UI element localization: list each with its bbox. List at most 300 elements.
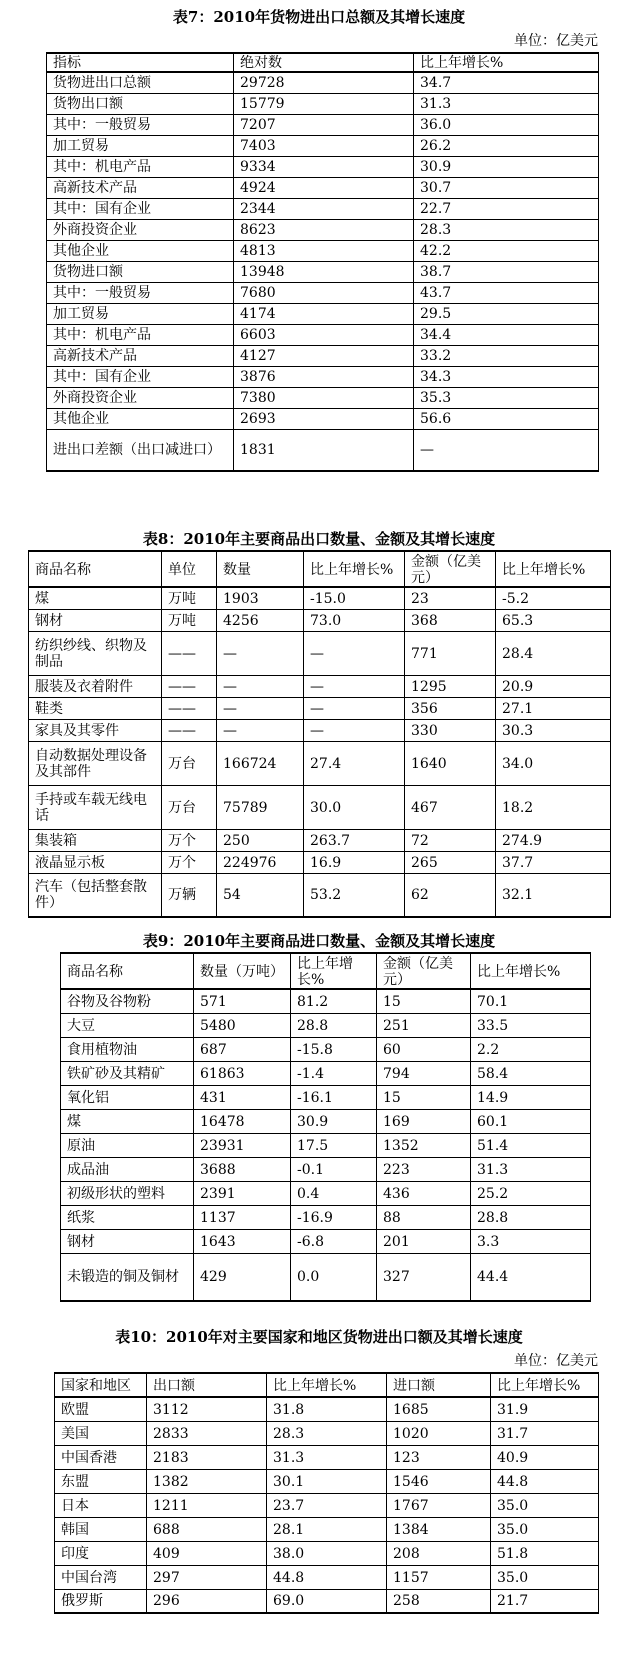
- t10-cell: 1685: [387, 1397, 491, 1421]
- t8-cell: 330: [405, 719, 496, 741]
- t9-header-cell: 数量（万吨）: [194, 953, 291, 989]
- t9-cell: 初级形状的塑料: [61, 1181, 194, 1205]
- t9-cell: 15: [377, 989, 471, 1013]
- t10-cell: 1767: [387, 1493, 491, 1517]
- t8-cell: 32.1: [496, 873, 611, 917]
- t10-cell: 23.7: [267, 1493, 387, 1517]
- t8-cell: -5.2: [496, 587, 611, 609]
- table9: [60, 952, 591, 1302]
- t8-cell: 1295: [405, 675, 496, 697]
- t7-cell: 30.7: [414, 177, 599, 198]
- t8-cell: 356: [405, 697, 496, 719]
- t9-row: [61, 1205, 591, 1229]
- t9-cell: 大豆: [61, 1013, 194, 1037]
- t8-cell: 1903: [217, 587, 304, 609]
- t7-cell: 34.7: [414, 72, 599, 93]
- t10-cell: 1157: [387, 1565, 491, 1589]
- t8-cell: 万个: [162, 851, 217, 873]
- t9-cell: 原油: [61, 1133, 194, 1157]
- t7-cell: 30.9: [414, 156, 599, 177]
- t8-cell: 万辆: [162, 873, 217, 917]
- t8-row: [29, 609, 611, 631]
- t10-row: [55, 1397, 599, 1421]
- t10-header-cell: 比上年增长%: [267, 1373, 387, 1397]
- t9-cell: 429: [194, 1253, 291, 1301]
- t8-cell: 16.9: [304, 851, 405, 873]
- table10: [54, 1372, 599, 1614]
- t8-cell: —: [217, 675, 304, 697]
- t8-cell: -15.0: [304, 587, 405, 609]
- t7-row: [47, 429, 599, 471]
- t9-cell: 铁矿砂及其精矿: [61, 1061, 194, 1085]
- t9-cell: 571: [194, 989, 291, 1013]
- t8-cell: 274.9: [496, 829, 611, 851]
- t7-cell: 其中：国有企业: [47, 366, 234, 387]
- t8-row: [29, 873, 611, 917]
- t9-cell: 169: [377, 1109, 471, 1133]
- t8-cell: 纺织纱线、织物及制品: [29, 631, 162, 675]
- t8-cell: 万个: [162, 829, 217, 851]
- t8-cell: 73.0: [304, 609, 405, 631]
- t7-cell: 其中：一般贸易: [47, 282, 234, 303]
- t9-cell: 17.5: [291, 1133, 377, 1157]
- t8-cell: 30.3: [496, 719, 611, 741]
- t7-cell: 其他企业: [47, 240, 234, 261]
- t8-cell: 集装箱: [29, 829, 162, 851]
- t10-cell: 31.3: [267, 1445, 387, 1469]
- t8-cell: —: [304, 631, 405, 675]
- t8-cell: 224976: [217, 851, 304, 873]
- t9-cell: 33.5: [471, 1013, 591, 1037]
- t10-cell: 28.3: [267, 1421, 387, 1445]
- t8-cell: 手持或车载无线电话: [29, 785, 162, 829]
- t9-header-cell: 金额（亿美元）: [377, 953, 471, 989]
- t10-cell: 258: [387, 1589, 491, 1613]
- t8-header-cell: 比上年增长%: [496, 551, 611, 587]
- table8-title: 表8：2010年主要商品出口数量、金额及其增长速度: [142, 530, 496, 548]
- t8-cell: —: [217, 631, 304, 675]
- t8-cell: 37.7: [496, 851, 611, 873]
- t10-cell: 688: [147, 1517, 267, 1541]
- t7-cell: 外商投资企业: [47, 387, 234, 408]
- t8-cell: 30.0: [304, 785, 405, 829]
- t7-cell: 4813: [234, 240, 414, 261]
- t7-cell: 15779: [234, 93, 414, 114]
- t9-cell: 15: [377, 1085, 471, 1109]
- t9-cell: -1.4: [291, 1061, 377, 1085]
- t7-cell: 其中：国有企业: [47, 198, 234, 219]
- t10-cell: 297: [147, 1565, 267, 1589]
- t8-cell: 钢材: [29, 609, 162, 631]
- t8-cell: 汽车（包括整套散件）: [29, 873, 162, 917]
- t8-row: [29, 587, 611, 609]
- t7-cell: 7680: [234, 282, 414, 303]
- t10-cell: 2183: [147, 1445, 267, 1469]
- t9-cell: 25.2: [471, 1181, 591, 1205]
- t10-cell: 东盟: [55, 1469, 147, 1493]
- t7-row: [47, 366, 599, 387]
- t9-cell: 251: [377, 1013, 471, 1037]
- t9-cell: 煤: [61, 1109, 194, 1133]
- t7-cell: 其中：一般贸易: [47, 114, 234, 135]
- t8-cell: 27.4: [304, 741, 405, 785]
- t10-cell: 35.0: [491, 1517, 599, 1541]
- t9-cell: 61863: [194, 1061, 291, 1085]
- t7-cell: 7403: [234, 135, 414, 156]
- t10-cell: 欧盟: [55, 1397, 147, 1421]
- t7-cell: 13948: [234, 261, 414, 282]
- t9-header-cell: 比上年增长%: [471, 953, 591, 989]
- t8-cell: 72: [405, 829, 496, 851]
- t7-cell: 9334: [234, 156, 414, 177]
- t8-cell: 34.0: [496, 741, 611, 785]
- t9-cell: 16478: [194, 1109, 291, 1133]
- t7-cell: 7207: [234, 114, 414, 135]
- t7-cell: 4924: [234, 177, 414, 198]
- t8-cell: 263.7: [304, 829, 405, 851]
- t9-cell: 食用植物油: [61, 1037, 194, 1061]
- table7-section: [0, 0, 638, 510]
- t10-cell: 208: [387, 1541, 491, 1565]
- t7-cell: 8623: [234, 219, 414, 240]
- t9-cell: 23931: [194, 1133, 291, 1157]
- t8-cell: ——: [162, 631, 217, 675]
- t9-header-row: [61, 953, 591, 989]
- t7-header-cell: 绝对数: [234, 53, 414, 72]
- t8-cell: —: [304, 719, 405, 741]
- table10-unit: 单位：亿美元: [514, 1353, 598, 1369]
- t8-cell: 53.2: [304, 873, 405, 917]
- table7-title: 表7：2010年货物进出口总额及其增长速度: [172, 8, 466, 26]
- t7-cell: 36.0: [414, 114, 599, 135]
- table9-title: 表9：2010年主要商品进口数量、金额及其增长速度: [142, 932, 496, 950]
- t8-cell: ——: [162, 697, 217, 719]
- table10-section: [0, 1290, 638, 1674]
- t10-cell: 日本: [55, 1493, 147, 1517]
- t10-header-cell: 国家和地区: [55, 1373, 147, 1397]
- t10-cell: 31.9: [491, 1397, 599, 1421]
- t7-row: [47, 156, 599, 177]
- t8-row: [29, 785, 611, 829]
- t10-cell: 44.8: [267, 1565, 387, 1589]
- t10-row: [55, 1421, 599, 1445]
- t7-row: [47, 93, 599, 114]
- t7-header-cell: 比上年增长%: [414, 53, 599, 72]
- t8-header-cell: 商品名称: [29, 551, 162, 587]
- t9-cell: 201: [377, 1229, 471, 1253]
- t7-cell: 外商投资企业: [47, 219, 234, 240]
- t9-cell: 未锻造的铜及铜材: [61, 1253, 194, 1301]
- t9-row: [61, 1061, 591, 1085]
- t9-row: [61, 1013, 591, 1037]
- t9-cell: 氧化铝: [61, 1085, 194, 1109]
- t10-cell: 印度: [55, 1541, 147, 1565]
- t9-cell: -6.8: [291, 1229, 377, 1253]
- t8-cell: 62: [405, 873, 496, 917]
- t7-cell: 货物进出口总额: [47, 72, 234, 93]
- t9-cell: 1352: [377, 1133, 471, 1157]
- t9-cell: 60.1: [471, 1109, 591, 1133]
- t9-cell: 5480: [194, 1013, 291, 1037]
- t9-header-cell: 商品名称: [61, 953, 194, 989]
- t9-row: [61, 1181, 591, 1205]
- t8-cell: 28.4: [496, 631, 611, 675]
- t10-row: [55, 1493, 599, 1517]
- t9-cell: 2391: [194, 1181, 291, 1205]
- t7-row: [47, 261, 599, 282]
- t7-cell: 38.7: [414, 261, 599, 282]
- t9-cell: 3688: [194, 1157, 291, 1181]
- table9-section: [0, 920, 638, 1290]
- t7-cell: 7380: [234, 387, 414, 408]
- t8-cell: 20.9: [496, 675, 611, 697]
- t10-cell: 69.0: [267, 1589, 387, 1613]
- t7-row: [47, 345, 599, 366]
- t9-cell: 31.3: [471, 1157, 591, 1181]
- t8-cell: 65.3: [496, 609, 611, 631]
- t9-row: [61, 1109, 591, 1133]
- t7-cell: —: [414, 429, 599, 471]
- t7-row: [47, 177, 599, 198]
- t10-cell: 美国: [55, 1421, 147, 1445]
- t9-cell: 81.2: [291, 989, 377, 1013]
- t10-cell: 21.7: [491, 1589, 599, 1613]
- t10-cell: 123: [387, 1445, 491, 1469]
- t7-row: [47, 114, 599, 135]
- t9-cell: 44.4: [471, 1253, 591, 1301]
- t9-cell: 14.9: [471, 1085, 591, 1109]
- t8-cell: ——: [162, 675, 217, 697]
- t9-cell: 223: [377, 1157, 471, 1181]
- t8-cell: —: [217, 697, 304, 719]
- t8-row: [29, 741, 611, 785]
- t10-cell: 296: [147, 1589, 267, 1613]
- t8-cell: 1640: [405, 741, 496, 785]
- t9-cell: -15.8: [291, 1037, 377, 1061]
- t9-cell: 谷物及谷物粉: [61, 989, 194, 1013]
- t8-cell: 服装及衣着附件: [29, 675, 162, 697]
- t7-cell: 6603: [234, 324, 414, 345]
- t9-cell: 0.0: [291, 1253, 377, 1301]
- t10-cell: 28.1: [267, 1517, 387, 1541]
- t7-row: [47, 324, 599, 345]
- t8-cell: —: [217, 719, 304, 741]
- table7-unit: 单位：亿美元: [514, 33, 598, 49]
- t10-row: [55, 1469, 599, 1493]
- t8-row: [29, 829, 611, 851]
- t7-cell: 42.2: [414, 240, 599, 261]
- t8-cell: 27.1: [496, 697, 611, 719]
- t9-cell: 88: [377, 1205, 471, 1229]
- t10-cell: 35.0: [491, 1565, 599, 1589]
- table8: [28, 550, 611, 918]
- t8-cell: 万台: [162, 741, 217, 785]
- t8-row: [29, 851, 611, 873]
- t9-cell: -0.1: [291, 1157, 377, 1181]
- t10-cell: 51.8: [491, 1541, 599, 1565]
- t7-row: [47, 240, 599, 261]
- t9-row: [61, 989, 591, 1013]
- t9-cell: 3.3: [471, 1229, 591, 1253]
- t7-cell: 高新技术产品: [47, 345, 234, 366]
- t8-cell: 液晶显示板: [29, 851, 162, 873]
- t7-cell: 1831: [234, 429, 414, 471]
- t7-cell: 其他企业: [47, 408, 234, 429]
- t9-cell: 51.4: [471, 1133, 591, 1157]
- t7-cell: 3876: [234, 366, 414, 387]
- t7-cell: 加工贸易: [47, 303, 234, 324]
- t8-cell: 265: [405, 851, 496, 873]
- t7-cell: 高新技术产品: [47, 177, 234, 198]
- t9-cell: 60: [377, 1037, 471, 1061]
- t10-cell: 1020: [387, 1421, 491, 1445]
- t10-header-cell: 进口额: [387, 1373, 491, 1397]
- t7-row: [47, 219, 599, 240]
- t9-cell: 687: [194, 1037, 291, 1061]
- t7-row: [47, 282, 599, 303]
- t10-cell: 1382: [147, 1469, 267, 1493]
- t9-cell: -16.9: [291, 1205, 377, 1229]
- t7-cell: 56.6: [414, 408, 599, 429]
- t10-cell: 俄罗斯: [55, 1589, 147, 1613]
- table10-title: 表10：2010年对主要国家和地区货物进出口额及其增长速度: [115, 1328, 523, 1346]
- t9-cell: 70.1: [471, 989, 591, 1013]
- t7-row: [47, 135, 599, 156]
- t9-cell: 0.4: [291, 1181, 377, 1205]
- t9-cell: 成品油: [61, 1157, 194, 1181]
- t8-row: [29, 719, 611, 741]
- t9-cell: 2.2: [471, 1037, 591, 1061]
- t10-row: [55, 1445, 599, 1469]
- t8-header-cell: 数量: [217, 551, 304, 587]
- t8-header-cell: 单位: [162, 551, 217, 587]
- t7-cell: 33.2: [414, 345, 599, 366]
- t7-header-row: [47, 53, 599, 72]
- t9-cell: 28.8: [471, 1205, 591, 1229]
- t7-row: [47, 387, 599, 408]
- t9-cell: 327: [377, 1253, 471, 1301]
- t10-header-cell: 出口额: [147, 1373, 267, 1397]
- t9-row: [61, 1085, 591, 1109]
- t7-header-cell: 指标: [47, 53, 234, 72]
- t8-header-cell: 比上年增长%: [304, 551, 405, 587]
- t10-cell: 1384: [387, 1517, 491, 1541]
- t9-cell: 纸浆: [61, 1205, 194, 1229]
- t7-row: [47, 408, 599, 429]
- t8-cell: 166724: [217, 741, 304, 785]
- table7: [46, 52, 599, 472]
- t9-row: [61, 1037, 591, 1061]
- t8-cell: 4256: [217, 609, 304, 631]
- t9-cell: 28.8: [291, 1013, 377, 1037]
- t9-row: [61, 1157, 591, 1181]
- t10-cell: 409: [147, 1541, 267, 1565]
- t8-cell: 万吨: [162, 587, 217, 609]
- t7-cell: 加工贸易: [47, 135, 234, 156]
- t8-cell: 467: [405, 785, 496, 829]
- t7-row: [47, 303, 599, 324]
- t7-cell: 货物出口额: [47, 93, 234, 114]
- t7-cell: 其中：机电产品: [47, 324, 234, 345]
- t8-cell: 368: [405, 609, 496, 631]
- t10-row: [55, 1517, 599, 1541]
- t8-row: [29, 675, 611, 697]
- t9-cell: 794: [377, 1061, 471, 1085]
- t9-cell: 1137: [194, 1205, 291, 1229]
- t10-row: [55, 1565, 599, 1589]
- t8-row: [29, 697, 611, 719]
- t9-cell: 58.4: [471, 1061, 591, 1085]
- t10-cell: 38.0: [267, 1541, 387, 1565]
- t9-cell: 436: [377, 1181, 471, 1205]
- t10-header-cell: 比上年增长%: [491, 1373, 599, 1397]
- t7-cell: 货物进口额: [47, 261, 234, 282]
- t8-cell: 鞋类: [29, 697, 162, 719]
- t10-cell: 30.1: [267, 1469, 387, 1493]
- t10-cell: 31.7: [491, 1421, 599, 1445]
- t7-cell: 29728: [234, 72, 414, 93]
- t9-row: [61, 1133, 591, 1157]
- t10-cell: 3112: [147, 1397, 267, 1421]
- t8-cell: 250: [217, 829, 304, 851]
- t10-cell: 40.9: [491, 1445, 599, 1469]
- t10-cell: 31.8: [267, 1397, 387, 1421]
- t8-cell: 自动数据处理设备及其部件: [29, 741, 162, 785]
- table8-section: [0, 510, 638, 920]
- t7-cell: 26.2: [414, 135, 599, 156]
- t9-cell: 431: [194, 1085, 291, 1109]
- t9-cell: 钢材: [61, 1229, 194, 1253]
- t7-cell: 28.3: [414, 219, 599, 240]
- t10-cell: 中国台湾: [55, 1565, 147, 1589]
- t9-row: [61, 1229, 591, 1253]
- t8-cell: 家具及其零件: [29, 719, 162, 741]
- t10-row: [55, 1589, 599, 1613]
- t8-cell: 煤: [29, 587, 162, 609]
- t7-cell: 34.4: [414, 324, 599, 345]
- t7-cell: 进出口差额（出口减进口）: [47, 429, 234, 471]
- t10-cell: 44.8: [491, 1469, 599, 1493]
- t7-row: [47, 72, 599, 93]
- t8-cell: 54: [217, 873, 304, 917]
- t8-cell: —: [304, 697, 405, 719]
- t7-cell: 31.3: [414, 93, 599, 114]
- t7-cell: 4127: [234, 345, 414, 366]
- t7-cell: 其中：机电产品: [47, 156, 234, 177]
- t7-cell: 29.5: [414, 303, 599, 324]
- t7-cell: 2693: [234, 408, 414, 429]
- t10-header-row: [55, 1373, 599, 1397]
- t9-cell: 30.9: [291, 1109, 377, 1133]
- t8-cell: 万台: [162, 785, 217, 829]
- t8-cell: —: [304, 675, 405, 697]
- t7-cell: 43.7: [414, 282, 599, 303]
- t8-cell: 771: [405, 631, 496, 675]
- t8-cell: 23: [405, 587, 496, 609]
- t10-cell: 35.0: [491, 1493, 599, 1517]
- t8-header-cell: 金额（亿美元）: [405, 551, 496, 587]
- t8-cell: ——: [162, 719, 217, 741]
- t8-cell: 75789: [217, 785, 304, 829]
- t9-cell: -16.1: [291, 1085, 377, 1109]
- t10-cell: 2833: [147, 1421, 267, 1445]
- t10-cell: 1211: [147, 1493, 267, 1517]
- t7-cell: 35.3: [414, 387, 599, 408]
- t10-row: [55, 1541, 599, 1565]
- t8-header-row: [29, 551, 611, 587]
- t10-cell: 韩国: [55, 1517, 147, 1541]
- t10-cell: 1546: [387, 1469, 491, 1493]
